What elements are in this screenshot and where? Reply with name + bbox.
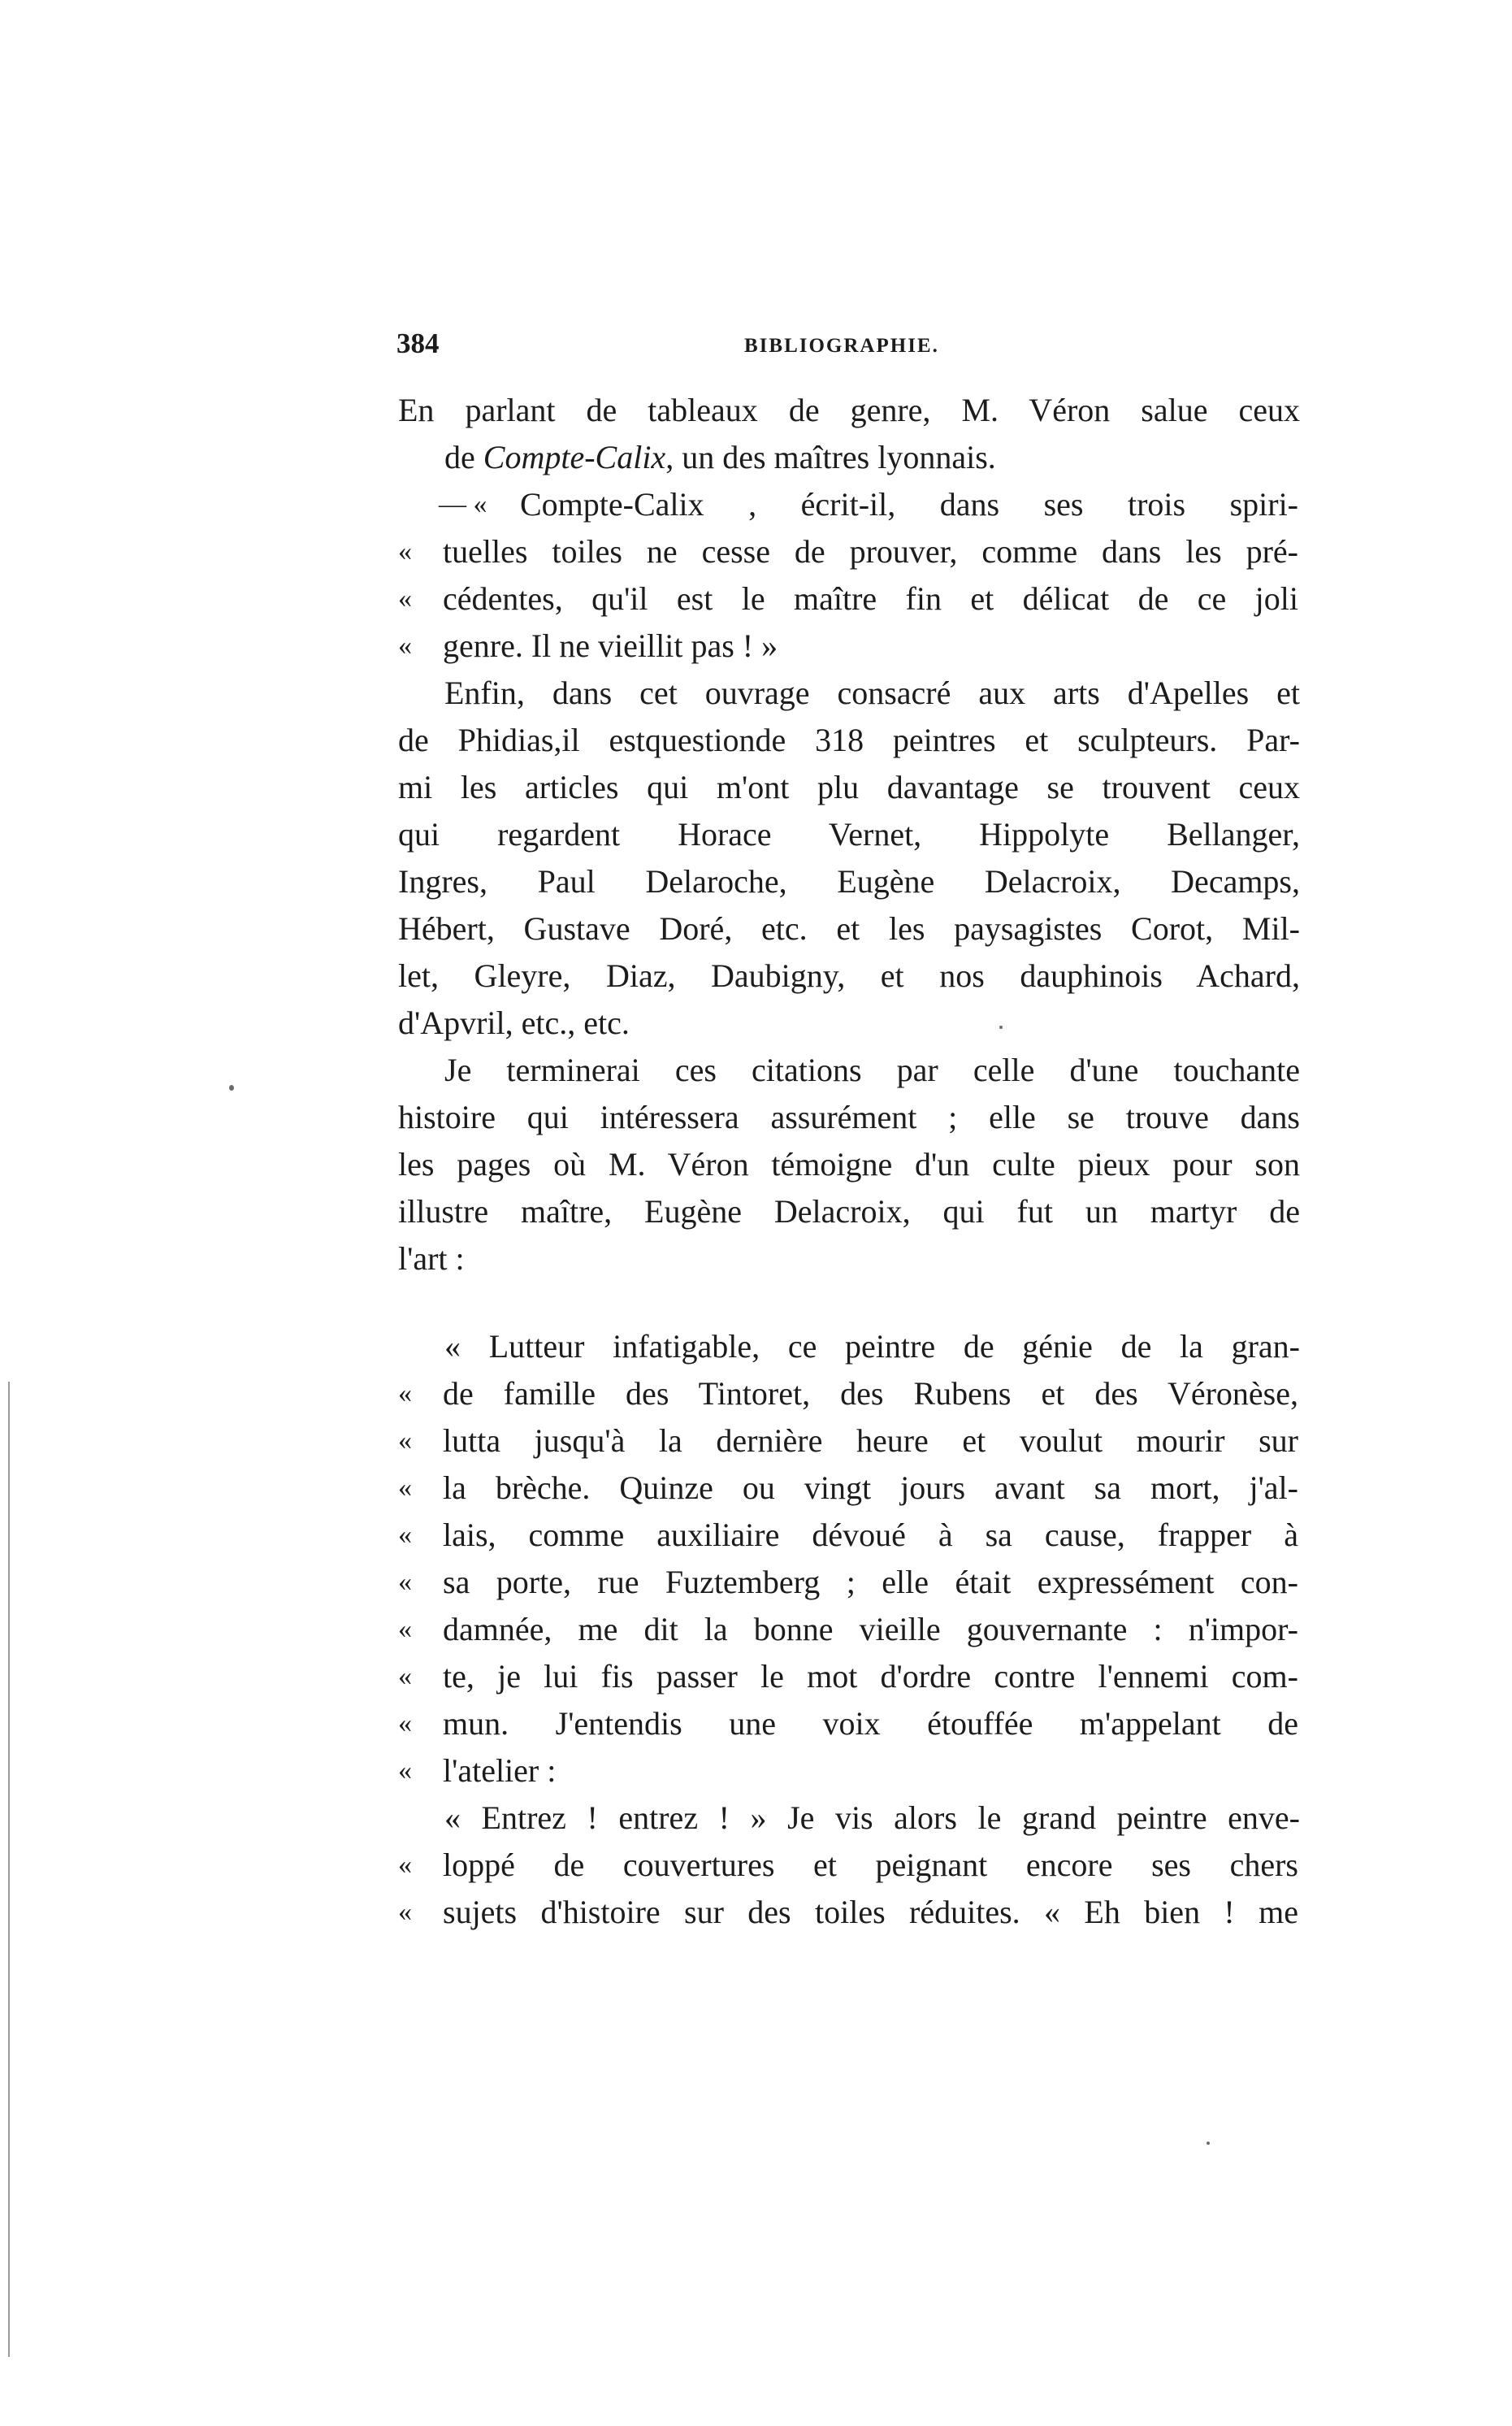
text-line: « Lutteur infatigable, ce peintre de génie de la gran- [444,1328,1300,1365]
text-line: la brèche. Quinze ou vingt jours avant sa mort, j'al- [443,1469,1298,1506]
text-line: d'Apvril, etc., etc. [398,1005,630,1041]
quote-lead: — « [439,489,487,519]
quote-mark: « [398,1473,412,1503]
quote-mark: « [398,1661,412,1691]
quote-mark: « [398,1520,412,1550]
text-line [444,437,1300,478]
quote-mark: « [398,1897,412,1927]
text-line: qui regardent Horace Vernet, Hippolyte Bellanger, [398,816,1300,853]
text-fragment: de [444,439,483,475]
artist-name-italic: Compte-Calix [483,439,666,475]
text-line: damnée, me dit la bonne vieille gouvernante : n'impor- [443,1611,1298,1647]
quote-mark: « [398,1426,412,1456]
text-line: mi les articles qui m'ont plu davantage se trouvent ceux [398,769,1300,805]
quote-mark: « [398,1708,412,1738]
text-line: l'atelier : [443,1752,557,1789]
scan-speck [1207,2142,1210,2145]
text-line: lais, comme auxiliaire dévoué à sa cause, frapper à [443,1517,1298,1553]
text-line: Enfin, dans cet ouvrage consacré aux arts d'Apelles et [444,675,1300,711]
text-line: l'art : [398,1240,465,1277]
quote-mark: « [398,1567,412,1597]
text-line: tuelles toiles ne cesse de prouver, comme dans les pré- [443,533,1298,570]
text-line: sa porte, rue Fuztemberg ; elle était expressément con- [443,1564,1298,1600]
text-line: illustre maître, Eugène Delacroix, qui fut un martyr de [398,1193,1300,1230]
quote-mark: « [398,1614,412,1644]
text-line: Ingres, Paul Delaroche, Eugène Delacroix, Decamps, [398,863,1300,900]
text-line: lutta jusqu'à la dernière heure et voulut mourir sur [443,1422,1298,1459]
text-line: cédentes, qu'il est le maître fin et délicat de ce joli [443,580,1298,617]
quote-mark: « [398,536,412,566]
text-line: let, Gleyre, Diaz, Daubigny, et nos dauphinois Achard, [398,957,1300,994]
text-line: les pages où M. Véron témoigne d'un culte pieux pour son [398,1146,1300,1183]
quote-mark: « [398,1378,412,1408]
quote-mark: « [398,1850,412,1880]
page-number: 384 [396,328,440,359]
text-line: « Entrez ! entrez ! » Je vis alors le grand peintre enve- [444,1799,1300,1836]
quote-mark: « [398,1755,412,1786]
text-line: mun. J'entendis une voix étouffée m'appelant de [443,1705,1298,1742]
scan-speck [229,1085,234,1091]
text-line: Hébert, Gustave Doré, etc. et les paysagistes Corot, Mil- [398,910,1300,947]
text-line: de Phidias,il estquestionde 318 peintres et sculpteurs. Par- [398,722,1300,758]
text-fragment: , un des maîtres lyonnais. [665,439,996,475]
quote-mark: « [398,631,412,661]
running-head: BIBLIOGRAPHIE. [744,335,939,357]
text-line: Je terminerai ces citations par celle d'une touchante [444,1052,1300,1088]
text-line: histoire qui intéressera assurément ; elle se trouve dans [398,1099,1300,1135]
quote-mark: « [398,584,412,614]
text-line: sujets d'histoire sur des toiles réduites. « Eh bien ! me [443,1894,1298,1930]
text-line: te, je lui fis passer le mot d'ordre contre l'ennemi com- [443,1658,1298,1695]
text-line: genre. Il ne vieillit pas ! » [443,627,778,664]
text-line: loppé de couvertures et peignant encore ses chers [443,1847,1298,1883]
text-line: Compte-Calix , écrit-il, dans ses trois spiri- [520,486,1298,523]
text-line: En parlant de tableaux de genre, M. Véron salue ceux [398,392,1300,428]
scan-edge-line [8,1382,10,2357]
text-line: de famille des Tintoret, des Rubens et des Véronèse, [443,1375,1298,1412]
